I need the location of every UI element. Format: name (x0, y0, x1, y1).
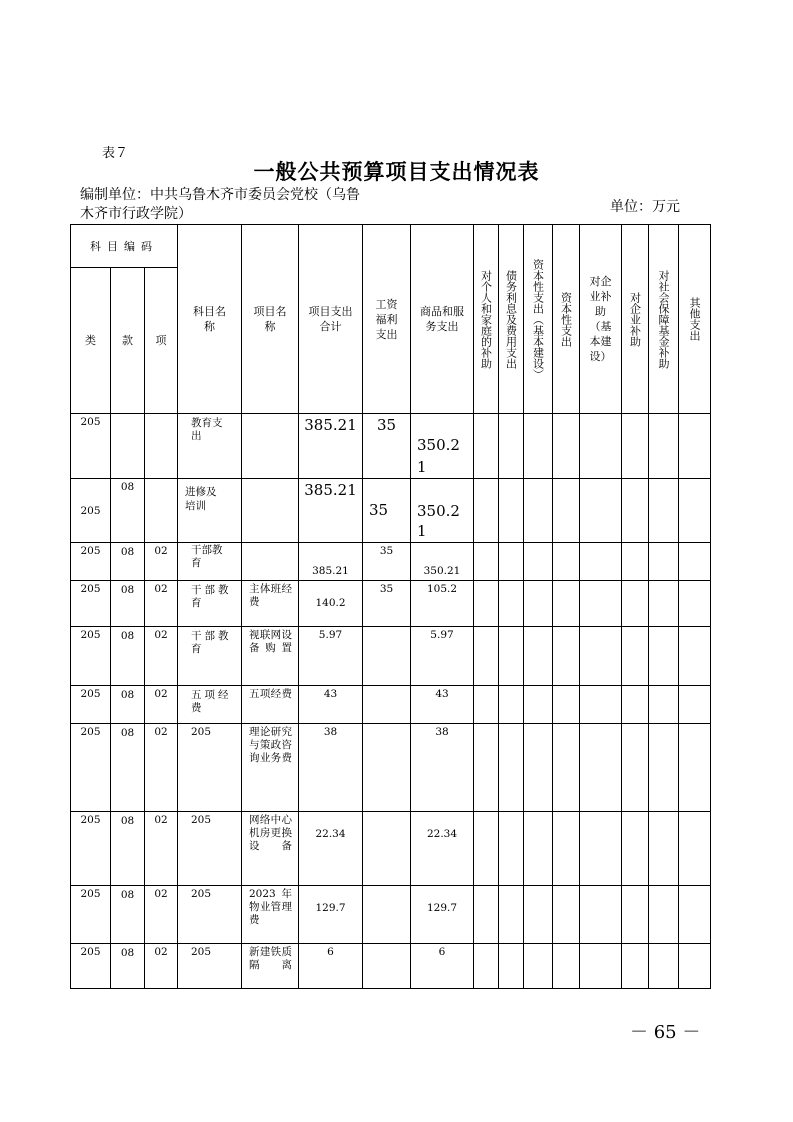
cell-goods: 43 (411, 686, 474, 724)
table-row (71, 627, 711, 686)
header-lei: 类 (71, 268, 111, 414)
cell-kuan: 08 (111, 479, 145, 543)
cell-total: 129.7 (299, 886, 363, 944)
cell-subject: 干部教育 (178, 543, 242, 581)
cell-total: 38 (299, 724, 363, 812)
cell-subject: 干部教育 (178, 581, 242, 627)
compiling-unit: 编制单位：中共乌鲁木齐市委员会党校（乌鲁木齐市行政学院） (80, 187, 360, 222)
cell-project (242, 414, 299, 479)
cell-lei: 205 (71, 812, 111, 886)
cell-salary (363, 627, 411, 686)
table-row (71, 886, 711, 944)
cell-total: 385.21 (299, 414, 363, 479)
cell-salary (363, 812, 411, 886)
cell-lei: 205 (71, 627, 111, 686)
cell-total: 140.2 (299, 581, 363, 627)
cell-xiang: 02 (145, 627, 178, 686)
cell-goods: 22.34 (411, 812, 474, 886)
cell-project: 2023年物业管理费 (242, 886, 299, 944)
cell-subject: 205 (178, 944, 242, 989)
cell-subject: 五项经费 (178, 686, 242, 724)
cell-total: 6 (299, 944, 363, 989)
table-row (71, 724, 711, 812)
table-row (71, 686, 711, 724)
cell-goods: 350.21 (411, 543, 474, 581)
header-total: 项目支出合计 (299, 225, 363, 414)
header-code-group: 科目编码 (71, 225, 178, 268)
cell-kuan: 08 (111, 627, 145, 686)
cell-goods: 350.21 (411, 479, 474, 543)
page-title: 一般公共预算项目支出情况表 (253, 160, 540, 184)
cell-xiang: 02 (145, 944, 178, 989)
cell-subject: 205 (178, 724, 242, 812)
cell-salary: 35 (363, 479, 411, 543)
cell-xiang (145, 479, 178, 543)
header-project-name: 项目名称 (242, 225, 299, 414)
cell-goods: 38 (411, 724, 474, 812)
cell-xiang (145, 414, 178, 479)
table-row (71, 479, 711, 543)
cell-xiang: 02 (145, 686, 178, 724)
cell-salary: 35 (363, 414, 411, 479)
cell-kuan: 08 (111, 724, 145, 812)
header-enterprise: 对企业补助 (622, 225, 649, 414)
cell-xiang: 02 (145, 886, 178, 944)
cell-subject: 205 (178, 812, 242, 886)
table-row (71, 812, 711, 886)
cell-goods: 350.21 (411, 414, 474, 479)
header-xiang: 项 (145, 268, 178, 414)
cell-project (242, 543, 299, 581)
cell-salary: 35 (363, 543, 411, 581)
cell-kuan: 08 (111, 581, 145, 627)
cell-lei: 205 (71, 414, 111, 479)
header-enterprise-basic: 对企业补助（基本建设） (580, 225, 622, 414)
cell-kuan: 08 (111, 686, 145, 724)
cell-total: 22.34 (299, 812, 363, 886)
header-personal-subsidy: 对个人和家庭的补助 (474, 225, 499, 414)
cell-total: 385.21 (299, 479, 363, 543)
cell-kuan: 08 (111, 886, 145, 944)
cell-project: 新建铁质隔离 (242, 944, 299, 989)
currency-unit: 单位：万元 (610, 199, 680, 215)
cell-lei: 205 (71, 479, 111, 543)
cell-salary: 35 (363, 581, 411, 627)
cell-xiang: 02 (145, 581, 178, 627)
cell-xiang: 02 (145, 724, 178, 812)
cell-salary (363, 944, 411, 989)
cell-lei: 205 (71, 581, 111, 627)
cell-total: 43 (299, 686, 363, 724)
cell-project (242, 479, 299, 543)
cell-goods: 129.7 (411, 886, 474, 944)
cell-kuan: 08 (111, 812, 145, 886)
cell-lei: 205 (71, 543, 111, 581)
cell-lei: 205 (71, 724, 111, 812)
cell-xiang: 02 (145, 543, 178, 581)
cell-salary (363, 886, 411, 944)
cell-kuan (111, 414, 145, 479)
table-row (71, 414, 711, 479)
header-kuan: 款 (111, 268, 145, 414)
header-capital: 资本性支出 (553, 225, 580, 414)
header-salary: 工资福利支出 (363, 225, 411, 414)
cell-xiang: 02 (145, 812, 178, 886)
header-debt-interest: 债务利息及费用支出 (499, 225, 524, 414)
header-social-security: 对社会保障基金补助 (649, 225, 679, 414)
cell-salary (363, 724, 411, 812)
cell-salary (363, 686, 411, 724)
table-row (71, 944, 711, 989)
cell-kuan: 08 (111, 543, 145, 581)
table-row (71, 543, 711, 581)
cell-subject: 干部教育 (178, 627, 242, 686)
cell-total: 385.21 (299, 543, 363, 581)
table-number-label: 表７ (102, 146, 129, 161)
cell-kuan: 08 (111, 944, 145, 989)
cell-subject: 进修及培训 (178, 479, 242, 543)
cell-lei: 205 (71, 686, 111, 724)
cell-lei: 205 (71, 886, 111, 944)
cell-goods: 5.97 (411, 627, 474, 686)
cell-project: 视联网设备购置 (242, 627, 299, 686)
cell-project: 理论研究与策政咨询业务费 (242, 724, 299, 812)
table-row (71, 581, 711, 627)
header-capital-basic: 资本性支出（基本建设） (524, 225, 553, 414)
cell-subject: 教育支出 (178, 414, 242, 479)
cell-project: 网络中心机房更换设备 (242, 812, 299, 886)
cell-project: 五项经费 (242, 686, 299, 724)
cell-lei: 205 (71, 944, 111, 989)
header-subject-name: 科目名称 (178, 225, 242, 414)
header-goods-services: 商品和服务支出 (411, 225, 474, 414)
cell-project: 主体班经费 (242, 581, 299, 627)
page-number: － 65 － (630, 1022, 701, 1043)
cell-subject: 205 (178, 886, 242, 944)
cell-goods: 6 (411, 944, 474, 989)
cell-total: 5.97 (299, 627, 363, 686)
header-other: 其他支出 (679, 225, 711, 414)
project-expenditure-table (70, 224, 711, 989)
cell-goods: 105.2 (411, 581, 474, 627)
